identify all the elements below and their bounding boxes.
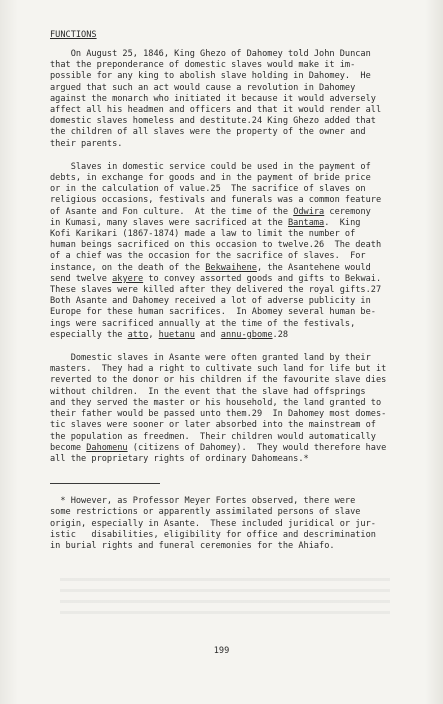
text-line: instance, on the death of the Bekwaihene, the Asantehene would <box>50 262 371 273</box>
text-line: affect all his headmen and officers and that it would render all <box>50 105 382 116</box>
footnote <box>50 496 410 552</box>
footnote-line: istic disabilities, eligibility for office and descrimination <box>50 529 376 540</box>
text-line: the children of all slaves were the property of the owner and <box>50 127 366 138</box>
underlined-term: huetanu <box>158 329 195 340</box>
underlined-term: akyere <box>112 273 144 284</box>
text-line: of Asante and Fon culture. At the time of the Odwira ceremony <box>50 206 371 217</box>
underlined-term: Dahomenu <box>86 442 128 453</box>
text-line: in Kumasi, many slaves were sacrificed at the Bantama. King <box>50 217 361 228</box>
text-line: without children. In the event that the slave had offsprings <box>50 386 366 397</box>
text-line: Europe for these human sacrifices. In Abomey several human be- <box>50 307 376 318</box>
footnote-divider <box>50 483 160 484</box>
text-line: that the preponderance of domestic slaves would make it im- <box>50 60 356 71</box>
text-line: send twelve akyere to convey assorted goods and gifts to Bekwai. <box>50 273 382 284</box>
text-line: religious occasions, festivals and funerals was a common feature <box>50 195 382 206</box>
text-line: possible for any king to abolish slave holding in Dahomey. He <box>50 71 371 82</box>
text-line: Both Asante and Dahomey received a lot of adverse publicity in <box>50 296 371 307</box>
text-line: the population as freedmen. Their children would automatically <box>50 431 376 442</box>
underlined-term: Bekwaihene <box>205 262 257 273</box>
underlined-term: annu-gbome <box>220 329 273 340</box>
text-line: tic slaves were sooner or later absorbed into the mainstream of <box>50 420 376 431</box>
underlined-term: Odwira <box>293 206 325 217</box>
paragraph-1 <box>50 49 410 150</box>
footnote-line: origin, especially in Asante. These included juridical or jur- <box>50 518 376 529</box>
footnote-line: some restrictions or apparently assimilated persons of slave <box>50 507 361 518</box>
text-line: masters. They had a right to cultivate such land for life but it <box>50 364 387 375</box>
text-line: debts, in exchange for goods and in the payment of bride price <box>50 173 371 184</box>
text-line: reverted to the donor or his children if the favourite slave dies <box>50 375 387 386</box>
text-line: domestic slaves homeless and destitute.24 King Ghezo added that <box>50 116 376 127</box>
section-heading: FUNCTIONS <box>50 30 97 40</box>
footnote-line: in burial rights and funeral ceremonies for the Ahiafo. <box>50 540 335 551</box>
text-line: Domestic slaves in Asante were often granted land by their <box>50 353 371 364</box>
text-line: ings were sacrificed annually at the time of the festivals, <box>50 318 356 329</box>
text-line: argued that such an act would cause a revolution in Dahomey <box>50 82 356 93</box>
underlined-term: Bantama <box>288 217 325 228</box>
footnote-line: * However, as Professor Meyer Fortes observed, there were <box>50 496 356 507</box>
text-line: human beings sacrificed on this occasion to twelve.26 The death <box>50 240 382 251</box>
text-line: against the monarch who initiated it because it would adversely <box>50 93 376 104</box>
document-body <box>50 30 410 552</box>
text-line: On August 25, 1846, King Ghezo of Dahomey told John Duncan <box>50 49 371 59</box>
text-line: their father would be passed unto them.29 In Dahomey most domes- <box>50 409 387 420</box>
text-line: their parents. <box>50 138 123 149</box>
paragraph-2 <box>50 162 410 341</box>
text-line: These slaves were killed after they delivered the royal gifts.27 <box>50 285 382 296</box>
text-line: Slaves in domestic service could be used in the payment of <box>50 161 371 172</box>
text-line: all the proprietary rights of ordinary Dahomeans.* <box>50 453 309 464</box>
paragraph-3 <box>50 353 410 465</box>
bleed-through-text <box>60 578 390 614</box>
text-line: and they served the master or his household, the land granted to <box>50 397 382 408</box>
text-line: of a chief was the occasion for the sacrifice of slaves. For <box>50 251 366 262</box>
paragraphs-container <box>50 49 410 465</box>
underlined-term: atto <box>127 329 149 340</box>
text-line: become Dahomenu (citizens of Dahomey). They would therefore have <box>50 442 387 453</box>
text-line: especially the atto, huetanu and annu-gbome.28 <box>50 329 289 340</box>
text-line: or in the calculation of value.25 The sacrifice of slaves on <box>50 184 366 195</box>
page-number: 199 <box>213 646 230 656</box>
text-line: Kofi Karikari (1867-1874) made a law to limit the number of <box>50 229 356 240</box>
